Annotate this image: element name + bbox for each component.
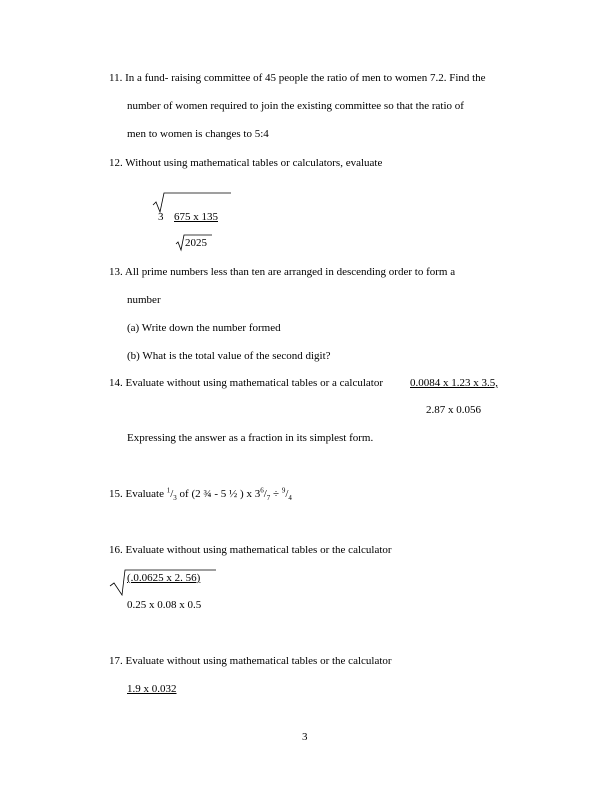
q11-line-2: number of women required to join the existing committee so that the ratio of (127, 100, 464, 112)
q17-text: 17. Evaluate without using mathematical tables or the calculator (109, 655, 392, 667)
q15-frac3-numerator: 9 (281, 486, 286, 495)
q14-numerator: 0.0084 x 1.23 x 3.5, (410, 377, 498, 389)
q14-instruction: Expressing the answer as a fraction in its simplest form. (127, 432, 374, 444)
q13-part-a: (a) Write down the number formed (127, 322, 281, 334)
q15-frac1-denominator: 3 (173, 494, 177, 503)
q13-line-2: number (127, 294, 161, 306)
q15-divide: ÷ (270, 488, 282, 500)
q15-frac3-denominator: 4 (288, 494, 292, 503)
q13-line-1: 13. All prime numbers less than ten are arranged in descending order to form a (109, 266, 456, 278)
q12-denominator: 2025 (185, 237, 207, 249)
q14-text: 14. Evaluate without using mathematical tables or a calculator (109, 377, 383, 389)
q12-text: 12. Without using mathematical tables or calculators, evaluate (109, 157, 383, 169)
page-number: 3 (302, 731, 308, 743)
q17-numerator: 1.9 x 0.032 (127, 683, 177, 695)
q13-part-b: (b) What is the total value of the second digit? (127, 350, 331, 362)
q15-frac2-denominator: 7 (266, 494, 271, 503)
q16-text: 16. Evaluate without using mathematical tables or the calculator (109, 544, 392, 556)
q15-expression: 15. Evaluate $^1/_3$ of (2 ¾ - 5 ½ ) x $3^6/_7 \div ^9/_4$ (109, 486, 292, 503)
q16-numerator: (.0.0625 x 2. 56) (127, 572, 201, 584)
q15-prefix: 15. Evaluate (109, 488, 167, 500)
q11-line-1: 11. In a fund- raising committee of 45 people the ratio of men to women 7.2. Find the (109, 72, 486, 84)
q12-cube-index: 3 (158, 211, 164, 223)
q11-line-3: men to women is changes to 5:4 (127, 128, 269, 140)
q12-numerator: 675 x 135 (174, 211, 218, 223)
q16-denominator: 0.25 x 0.08 x 0.5 (127, 599, 202, 611)
q15-frac2-numerator: 6 (260, 486, 264, 495)
q15-middle: of (2 ¾ - 5 ½ ) x 3 (176, 488, 261, 500)
q15-frac1-numerator: 1 (166, 486, 171, 495)
q14-denominator: 2.87 x 0.056 (426, 404, 481, 416)
